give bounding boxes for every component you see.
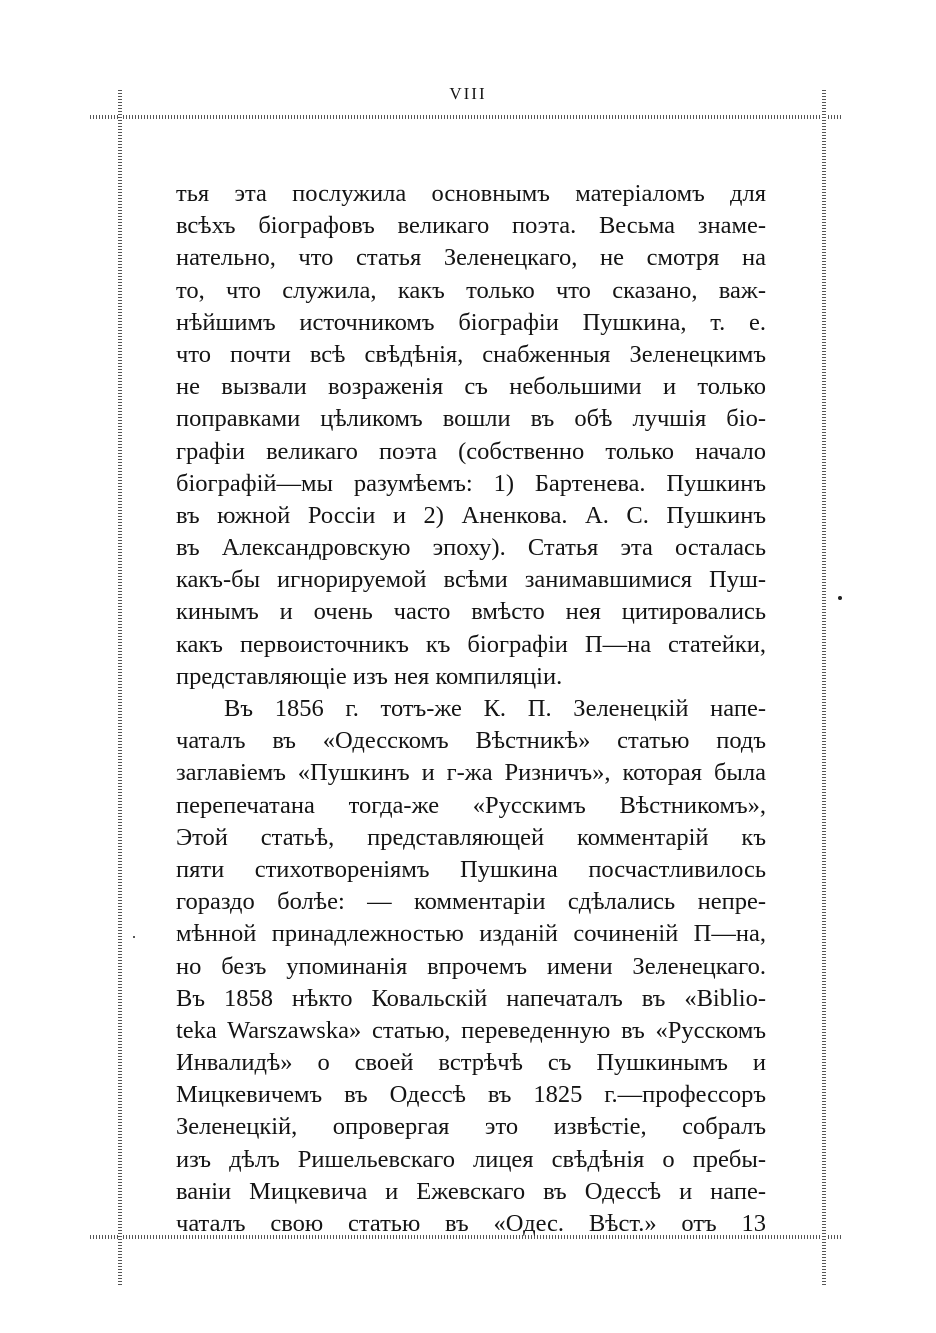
text-line: то, что служила, какъ только что сказано, важ- [176,276,766,304]
text-line: поправками цѣликомъ вошли въ обѣ лучшія біо- [176,405,766,433]
text-line: представляющіе изъ нея компиляціи. [176,662,563,690]
text-line: Въ 1858 нѣкто Ковальскій напечаталъ въ «Biblio- [176,984,766,1012]
text-line: teka Warszawska» статью, переведенную въ «Русскомъ [176,1016,766,1044]
text-line: заглавіемъ «Пушкинъ и г-жа Ризничъ», которая была [176,759,766,787]
text-line: Въ 1856 г. тотъ-же К. П. Зеленецкій напе- [224,695,766,722]
top-border-rule [90,115,842,119]
text-line: всѣхъ біографовъ великаго поэта. Весьма знаме- [176,212,766,240]
text-line: тья эта послужила основнымъ матеріаломъ для [176,180,766,207]
text-line: графіи великаго поэта (собственно только начало [176,437,766,465]
text-line: перепечатана тогда-же «Русскимъ Вѣстникомъ», [176,791,766,819]
text-line: пяти стихотвореніямъ Пушкина посчастливилось [176,855,766,883]
text-line: нѣйшимъ источникомъ біографіи Пушкина, т. е. [176,308,766,336]
text-line: изъ дѣлъ Ришельевскаго лицея свѣдѣнія о пребы- [176,1145,766,1173]
right-border-rule [822,90,826,1285]
text-line: ваніи Мицкевича и Ежевскаго въ Одессѣ и напе- [176,1177,766,1205]
text-line: но безъ упоминанія впрочемъ имени Зеленецкаго. [176,952,766,980]
page-number: VIII [449,84,487,103]
text-line: въ южной Россіи и 2) Аненкова. А. С. Пушкинъ [176,501,766,529]
text-line: какъ-бы игнорируемой всѣми занимавшимися Пуш- [176,566,766,594]
text-line: кинымъ и очень часто вмѣсто нея цитировались [176,598,766,626]
left-border-rule [118,90,122,1285]
text-line: Этой статьѣ, представляющей комментарій къ [176,823,766,851]
text-line: нательно, что статья Зеленецкаго, не смотря на [176,244,766,272]
text-line: чаталъ свою статью въ «Одес. Вѣст.» отъ 13 [176,1210,766,1237]
text-line: Инвалидѣ» о своей встрѣчѣ съ Пушкинымъ и [176,1049,766,1077]
text-line: въ Александровскую эпоху). Статья эта осталась [176,534,766,562]
text-line: не вызвали возраженія съ небольшими и только [176,373,766,401]
text-line: мѣнной принадлежностью изданій сочиненій П—на, [176,920,766,948]
margin-speck [838,596,842,600]
text-line: Зеленецкій, опровергая это извѣстіе, собралъ [176,1113,766,1141]
text-line: біографій—мы разумѣемъ: 1) Бартенева. Пушкинъ [176,469,766,497]
text-line: что почти всѣ свѣдѣнія, снабженныя Зеленецкимъ [176,340,766,368]
text-line: гораздо болѣе: — комментаріи сдѣлались непре- [176,888,766,916]
text-line: чаталъ въ «Одесскомъ Вѣстникѣ» статью подъ [176,727,766,755]
body-text [176,178,766,1240]
margin-speck [133,936,135,938]
text-line: Мицкевичемъ въ Одессѣ въ 1825 г.—профессоръ [176,1081,766,1109]
text-line: какъ первоисточникъ къ біографіи П—на статейки, [176,630,766,658]
